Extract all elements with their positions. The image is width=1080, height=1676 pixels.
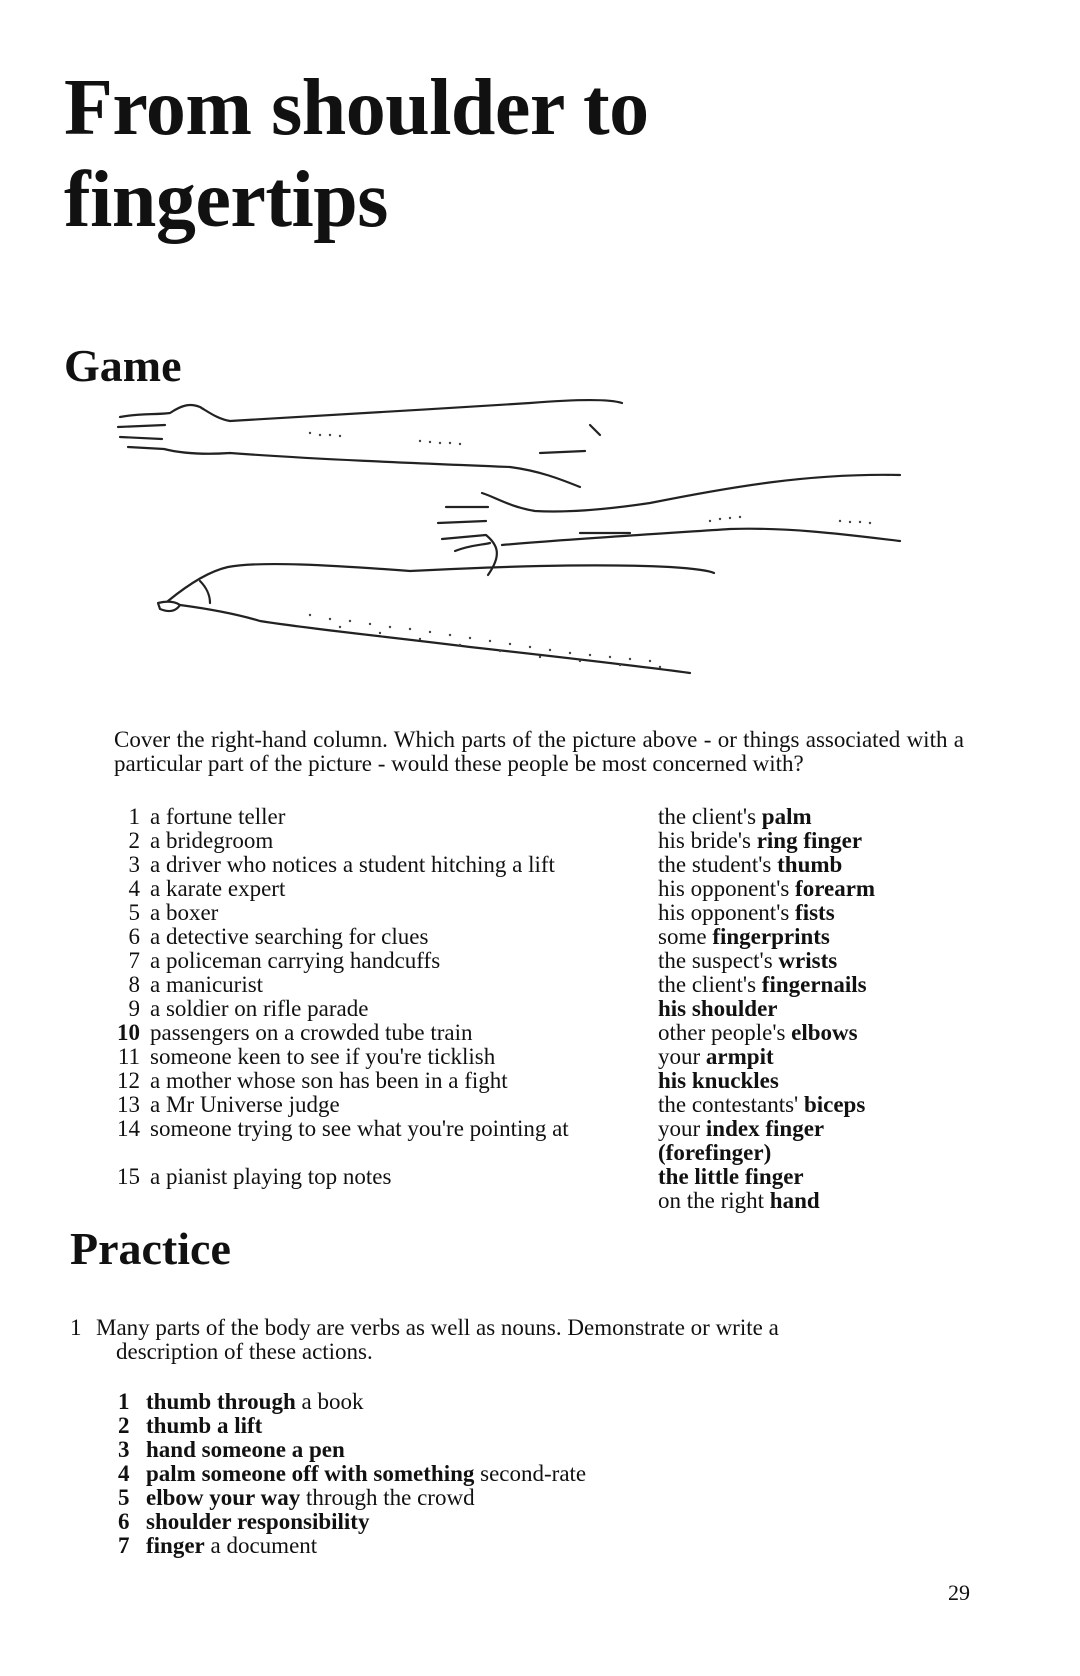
list-item: 4 palm someone off with something second-rate [118,1461,587,1486]
answer: some fingerprints [658,924,830,949]
answer: the suspect's wrists [658,948,838,973]
list-item [112,1069,1012,1093]
item-number: 9 [128,996,140,1021]
practice-intro-number: 1 [70,1315,82,1340]
practice-intro-line-1: Many parts of the body are verbs as well as nouns. Demonstrate or write a [96,1315,779,1340]
title-line-2: fingertips [64,156,388,244]
title-line-1: From shoulder to [64,64,649,152]
person: a pianist playing top notes [150,1164,392,1189]
item-number: 3 [128,852,140,877]
list-item [112,949,1012,973]
person: passengers on a crowded tube train [150,1020,473,1045]
answer: his opponent's forearm [658,876,876,901]
list-item [112,1165,1012,1189]
person: someone trying to see what you're pointing at [150,1116,569,1141]
list-item [112,973,1012,997]
list-item: 5 elbow your way through the crowd [118,1485,475,1510]
list-item [112,1093,1012,1117]
practice-actions [118,1390,586,1558]
item-number: 11 [117,1044,140,1069]
person: a fortune teller [150,804,286,829]
item-number: 12 [117,1068,140,1093]
answer: other people's elbows [658,1020,858,1045]
list-item [112,925,1012,949]
person: a mother whose son has been in a fight [150,1068,508,1093]
list-item [112,805,1012,829]
item-number: 13 [117,1092,140,1117]
practice-intro [70,1316,870,1364]
three-arms-illustration-icon [110,395,960,705]
item-number: 6 [128,924,140,949]
list-item [112,901,1012,925]
answer: his opponent's fists [658,900,835,925]
item-number: 14 [117,1116,140,1141]
list-item: 2 thumb a lift [118,1413,263,1438]
item-number: 4 [128,876,140,901]
person: a bridegroom [150,828,274,853]
item-number: 5 [128,900,140,925]
list-item [112,1045,1012,1069]
person: a boxer [150,900,219,925]
game-list [112,805,1012,1213]
list-item: 3 hand someone a pen [118,1437,345,1462]
item-number: 2 [128,828,140,853]
answer: his shoulder [658,996,778,1021]
game-instructions: Cover the right-hand column. Which parts of the picture above - or things associated with a particular part of the picture - would these people be most concerned with? [114,727,964,776]
list-item [112,853,1012,877]
list-item: 6 shoulder responsibility [118,1509,370,1534]
list-item [112,997,1012,1021]
answer: the client's fingernails [658,972,867,997]
practice-intro-line-2: description of these actions. [116,1339,373,1364]
item-number: 8 [128,972,140,997]
person: a Mr Universe judge [150,1092,340,1117]
person: a detective searching for clues [150,924,429,949]
answer: on the right hand [658,1188,820,1213]
list-item [112,877,1012,901]
answer: the little finger [658,1164,804,1189]
answer: (forefinger) [658,1140,772,1165]
list-item: 1 thumb through a book [118,1389,364,1414]
answer: his bride's ring finger [658,828,863,853]
game-heading: Game [64,340,182,391]
list-item [112,1021,1012,1045]
answer: the contestants' biceps [658,1092,866,1117]
page-number: 29 [948,1580,970,1605]
person: someone keen to see if you're ticklish [150,1044,496,1069]
person: a soldier on rifle parade [150,996,369,1021]
person: a driver who notices a student hitching a lift [150,852,555,877]
list-item [112,1117,1012,1141]
answer: the student's thumb [658,852,843,877]
list-item: 7 finger a document [118,1533,318,1558]
list-item [112,1141,1012,1165]
answer: his knuckles [658,1068,779,1093]
item-number: 10 [117,1020,140,1045]
list-item [112,829,1012,853]
answer: your index finger [658,1116,825,1141]
practice-heading: Practice [70,1223,231,1274]
item-number: 7 [128,948,140,973]
page-title [64,62,964,246]
answer: the client's palm [658,804,812,829]
person: a policeman carrying handcuffs [150,948,441,973]
person: a karate expert [150,876,286,901]
answer: your armpit [658,1044,774,1069]
list-item [112,1189,1012,1213]
item-number: 1 [128,804,140,829]
person: a manicurist [150,972,264,997]
item-number: 15 [117,1164,140,1189]
